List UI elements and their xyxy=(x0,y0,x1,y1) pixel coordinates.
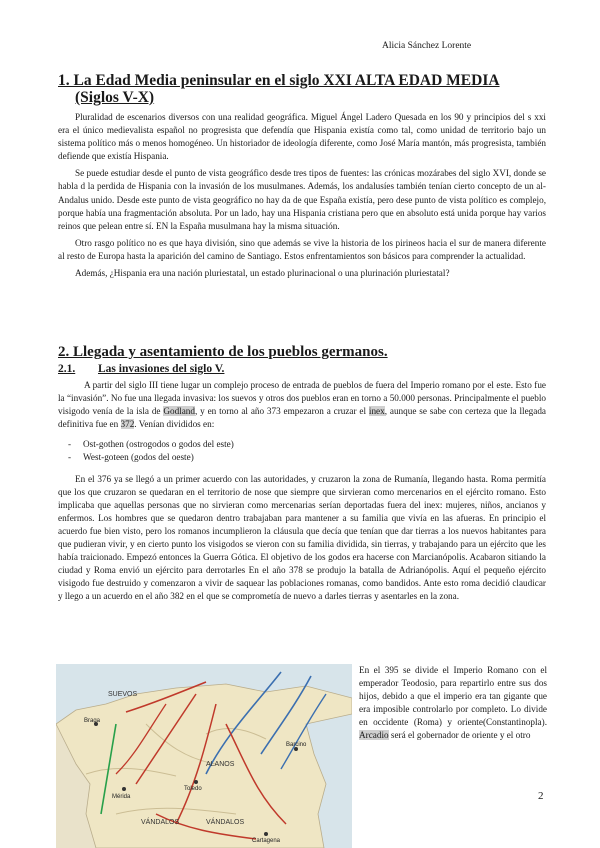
map-side-text xyxy=(359,664,547,743)
subsection-heading xyxy=(58,363,224,375)
iberia-map-illustration xyxy=(56,664,352,848)
text-run: A partir del siglo III tiene lugar un complejo proceso de entrada de pueblos de fuera del Imperio romano por el este. Esto fue la “invasión”. No fue una llegada invasiva: los suevos y otros dos pueblos eran en torno a 50.000 personas. Principalmente el pueblo visigodo venía de la isla de xyxy=(58,380,546,417)
paragraph: En el 376 ya se llegó a un primer acuerdo con las autoridades, y cruzaron la zona de Rumanía, llegando hasta. Roma permitía que los que cruzaron se quedaran en el territorio de nose que siempre que sirvieran como mercenarios en el ejército romano. Esto implicaba que aquellas personas que no sirvieran como mercenarias serían deportadas fuera del inex: mujeres, niños, ancianos y enfermos. Los hombres que se quedaron dentro trabajaban para mantener a su familia que vivía en las afueras. En principio el acuerdo fue bien visto, pero los romanos incumplieron la cláusula que decía que tenían que dar tierras a los nuevos habitantes para que pudieran vivir, y en cierto punto los visigodos se vieron con su familia dividida, sin tierras, y trabajando para un ejército que les había traicionado. Empezó entonces la Guerra Gótica. El objetivo de los godos era hacerse con Marcianópolis. Acabaron sitiando la ciudad y Roma envió un ejército para derrotarles En el año 378 se produjo la batalla de Adrianópolis. Aquí el pequeño ejército visigodo fue destruido y comenzaron a vivir de saquear las poblaciones romanas, como bandidos. Ante esto roma decidió claudicar y llego a un acuerdo en el año 382 en el que se comprometía de nuevo a darles tierras y asentarles en la zona. xyxy=(58,473,546,602)
page-number: 2 xyxy=(538,790,544,802)
map-label-barcino: Barcino xyxy=(286,742,307,748)
subsection-title: Las invasiones del siglo V. xyxy=(98,363,225,375)
paragraph: Pluralidad de escenarios diversos con una realidad geográfica. Miguel Ángel Ladero Quesada en los 90 y principios del s xxi era el único medievalista español no progresista que defendía que Hispania existía como tal, como unidad de territorio bajo un sistema político más o menos homogéneo. Un historiador de ideología diferente, como José María mantón, más progresista, también defiende que existía Hispania. xyxy=(58,112,546,162)
section-1-title-line2: (Siglos V-X) xyxy=(75,89,155,106)
section-1-body xyxy=(58,111,546,280)
section-1-heading xyxy=(58,72,548,106)
text-run: , y en torno al año 373 empezaron a cruzar el xyxy=(195,406,369,417)
highlighted-text: Arcadio xyxy=(359,730,389,741)
paragraph xyxy=(58,379,546,431)
peoples-list xyxy=(58,438,546,464)
map-label-vandalos-2: VÁNDALOS xyxy=(206,819,245,826)
paragraph: Otro rasgo político no es que haya división, sino que además se vive la historia de los pirineos hacia el sur de manera diferente al resto de Europa hasta la aparición del camino de Santiago. Estos enfrentamientos son básicos para comprender la actualidad. xyxy=(58,237,546,261)
section-2-title: 2. Llegada y asentamiento de los pueblos germanos. xyxy=(58,344,388,360)
invasions-map xyxy=(56,664,352,848)
map-label-vandalos: VÁNDALOS xyxy=(141,819,180,826)
map-label-alanos: ALANOS xyxy=(206,761,235,768)
author-name: Alicia Sánchez Lorente xyxy=(382,41,472,51)
text-run: . Venían divididos en: xyxy=(134,419,215,430)
subsection-number: 2.1. xyxy=(58,363,76,375)
map-label-suevos: SUEVOS xyxy=(108,691,138,698)
map-label-merida: Mérida xyxy=(112,794,131,800)
highlighted-text: Godland xyxy=(163,406,195,417)
text-run: , aunque se sabe con certeza que la llegada definitiva fue en xyxy=(58,406,546,430)
map-label-braga: Braga xyxy=(84,718,101,724)
section-1-title-line1: 1. La Edad Media peninsular en el siglo XXI ALTA EDAD MEDIA xyxy=(58,72,500,89)
list-item: - West-goteen (godos del oeste) xyxy=(68,451,546,464)
list-item: - Ost-gothen (ostrogodos o godos del este) xyxy=(68,438,546,451)
text-run: En el 395 se divide el Imperio Romano con el emperador Teodosio, para repartirlo entre sus dos hijos, debido a que el imperio era tan gigante que era imposible controlarlo por completo. Lo divide en occidente (Roma) y oriente(Constantinopla). xyxy=(359,665,547,728)
map-label-cartagena: Cartagena xyxy=(252,838,281,844)
highlighted-text: inex xyxy=(368,406,385,417)
paragraph: Además, ¿Hispania era una nación pluriestatal, un estado plurinacional o una plurinación pluriestatal? xyxy=(75,268,450,279)
map-label-toledo: Toledo xyxy=(184,786,202,792)
highlighted-text: 372 xyxy=(120,419,135,430)
paragraph: Se puede estudiar desde el punto de vista geográfico desde tres tipos de fuentes: las crónicas mozárabes del siglo XVI, donde se habla d la perdida de Hispania con la invasión de los musulmanes. Además, los andalusíes también tenían cierto concepto de un al-Andalus unido. Desde este punto de vista geográfico no hay da de que España existía, pero dese punto de vista político es complejo, porque había una fragmentación absoluta. Por un lado, hay una Hispania cristiana pero que en absoluto está unida porque hay varios reinos que pelean entre sí. EN la España musulmana hay la misma situación. xyxy=(58,168,546,231)
text-run: será el gobernador de oriente y el otro xyxy=(388,730,531,741)
section-2-body xyxy=(58,379,546,604)
